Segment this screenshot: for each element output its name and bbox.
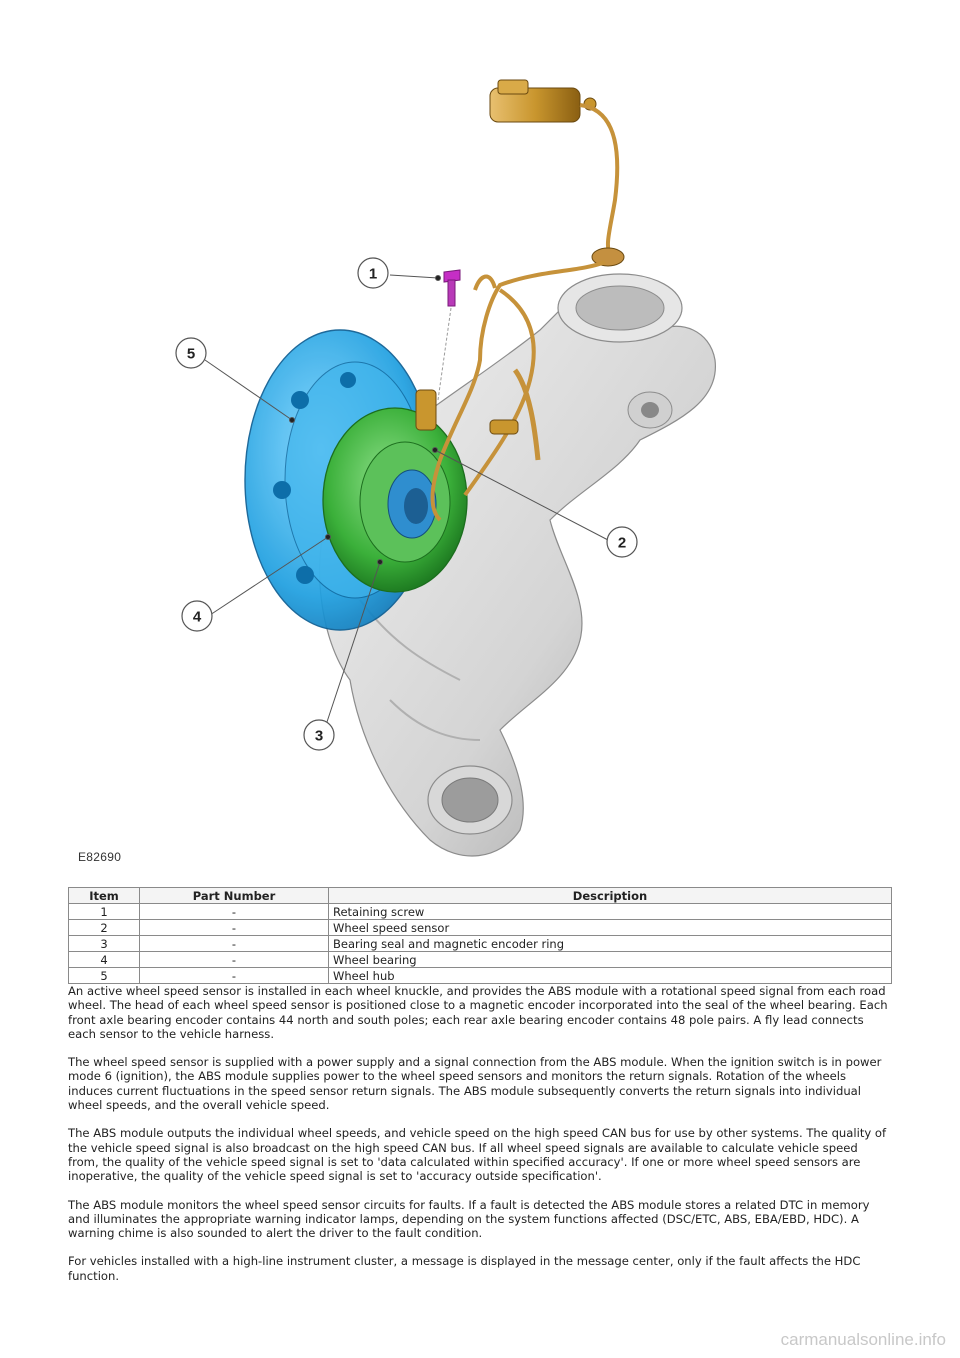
wheel-bearing: [323, 408, 467, 592]
cell-part-number: -: [140, 952, 329, 968]
cell-item: 4: [69, 952, 140, 968]
column-header-description: Description: [329, 888, 892, 904]
retaining-screw: [438, 270, 460, 400]
cell-part-number: -: [140, 936, 329, 952]
watermark: carmanualsonline.info: [780, 1330, 946, 1349]
cell-description: Bearing seal and magnetic encoder ring: [329, 936, 892, 952]
callout-4: [182, 601, 212, 631]
callout-2: [607, 527, 637, 557]
callout-1: [358, 258, 388, 288]
cell-part-number: -: [140, 904, 329, 920]
cell-item: 3: [69, 936, 140, 952]
table-row: [69, 952, 892, 968]
table-header-row: [69, 888, 892, 904]
table-row: [69, 968, 892, 984]
cell-description: Wheel hub: [329, 968, 892, 984]
table-row: [69, 904, 892, 920]
cell-part-number: -: [140, 968, 329, 984]
column-header-item: Item: [69, 888, 140, 904]
figure-id: E82690: [78, 850, 122, 864]
table-row: [69, 936, 892, 952]
paragraph: The wheel speed sensor is supplied with a power supply and a signal connection from the ABS module. When the ignition switch is in power mode 6 (ignition), the ABS module supplies power to the wheel speed sensors and monitors the return signals. Rotation of the wheels induces current fluctuations in the speed sensor return signals. The ABS module subsequently converts the return signals into individual wheel speeds, and the overall vehicle speed.: [68, 1055, 882, 1113]
cell-item: 5: [69, 968, 140, 984]
cell-description: Wheel bearing: [329, 952, 892, 968]
callout-4-label: 4: [192, 608, 202, 626]
cell-item: 2: [69, 920, 140, 936]
paragraph: For vehicles installed with a high-line instrument cluster, a message is displayed in the message center, only if the fault affects the HDC function.: [68, 1254, 861, 1283]
callout-1-label: 1: [368, 265, 378, 283]
column-header-part-number: Part Number: [140, 888, 329, 904]
description-text: [68, 984, 892, 1297]
callout-3-label: 3: [314, 727, 324, 745]
cell-description: Retaining screw: [329, 904, 892, 920]
callout-5-label: 5: [186, 345, 196, 363]
table-row: [69, 920, 892, 936]
callout-3: [304, 720, 334, 750]
paragraph: The ABS module monitors the wheel speed sensor circuits for faults. If a fault is detected the ABS module stores a related DTC in memory and illuminates the appropriate warning indicator lamps, depending on the system functions affected (DSC/ETC, ABS, EBA/EBD, HDC). A warning chime is also sounded to alert the driver to the fault condition.: [68, 1197, 870, 1241]
callout-2-label: 2: [617, 534, 627, 552]
paragraph: The ABS module outputs the individual wheel speeds, and vehicle speed on the high speed CAN bus for use by other systems. The quality of the vehicle speed signal is also broadcast on the high speed CAN bus. If all wheel speed signals are available to calculate vehicle speed from, the quality of the vehicle speed signal is set to 'data calculated within specified accuracy'. If one or more wheel speed sensors are inoperative, the quality of the vehicle speed signal is set to 'accuracy outside specification'.: [68, 1126, 887, 1184]
callout-5: [176, 338, 206, 368]
cell-part-number: -: [140, 920, 329, 936]
exploded-diagram: [60, 40, 900, 870]
cell-item: 1: [69, 904, 140, 920]
paragraph: An active wheel speed sensor is installed in each wheel knuckle, and provides the ABS module with a rotational speed signal from each road wheel. The head of each wheel speed sensor is positioned close to a magnetic encoder incorporated into the seal of the wheel bearing. Each front axle bearing encoder contains 44 north and south poles; each rear axle bearing encoder contains 48 pole pairs. A fly lead connects each sensor to the vehicle harness.: [68, 984, 888, 1041]
parts-table: [68, 887, 892, 984]
cell-description: Wheel speed sensor: [329, 920, 892, 936]
